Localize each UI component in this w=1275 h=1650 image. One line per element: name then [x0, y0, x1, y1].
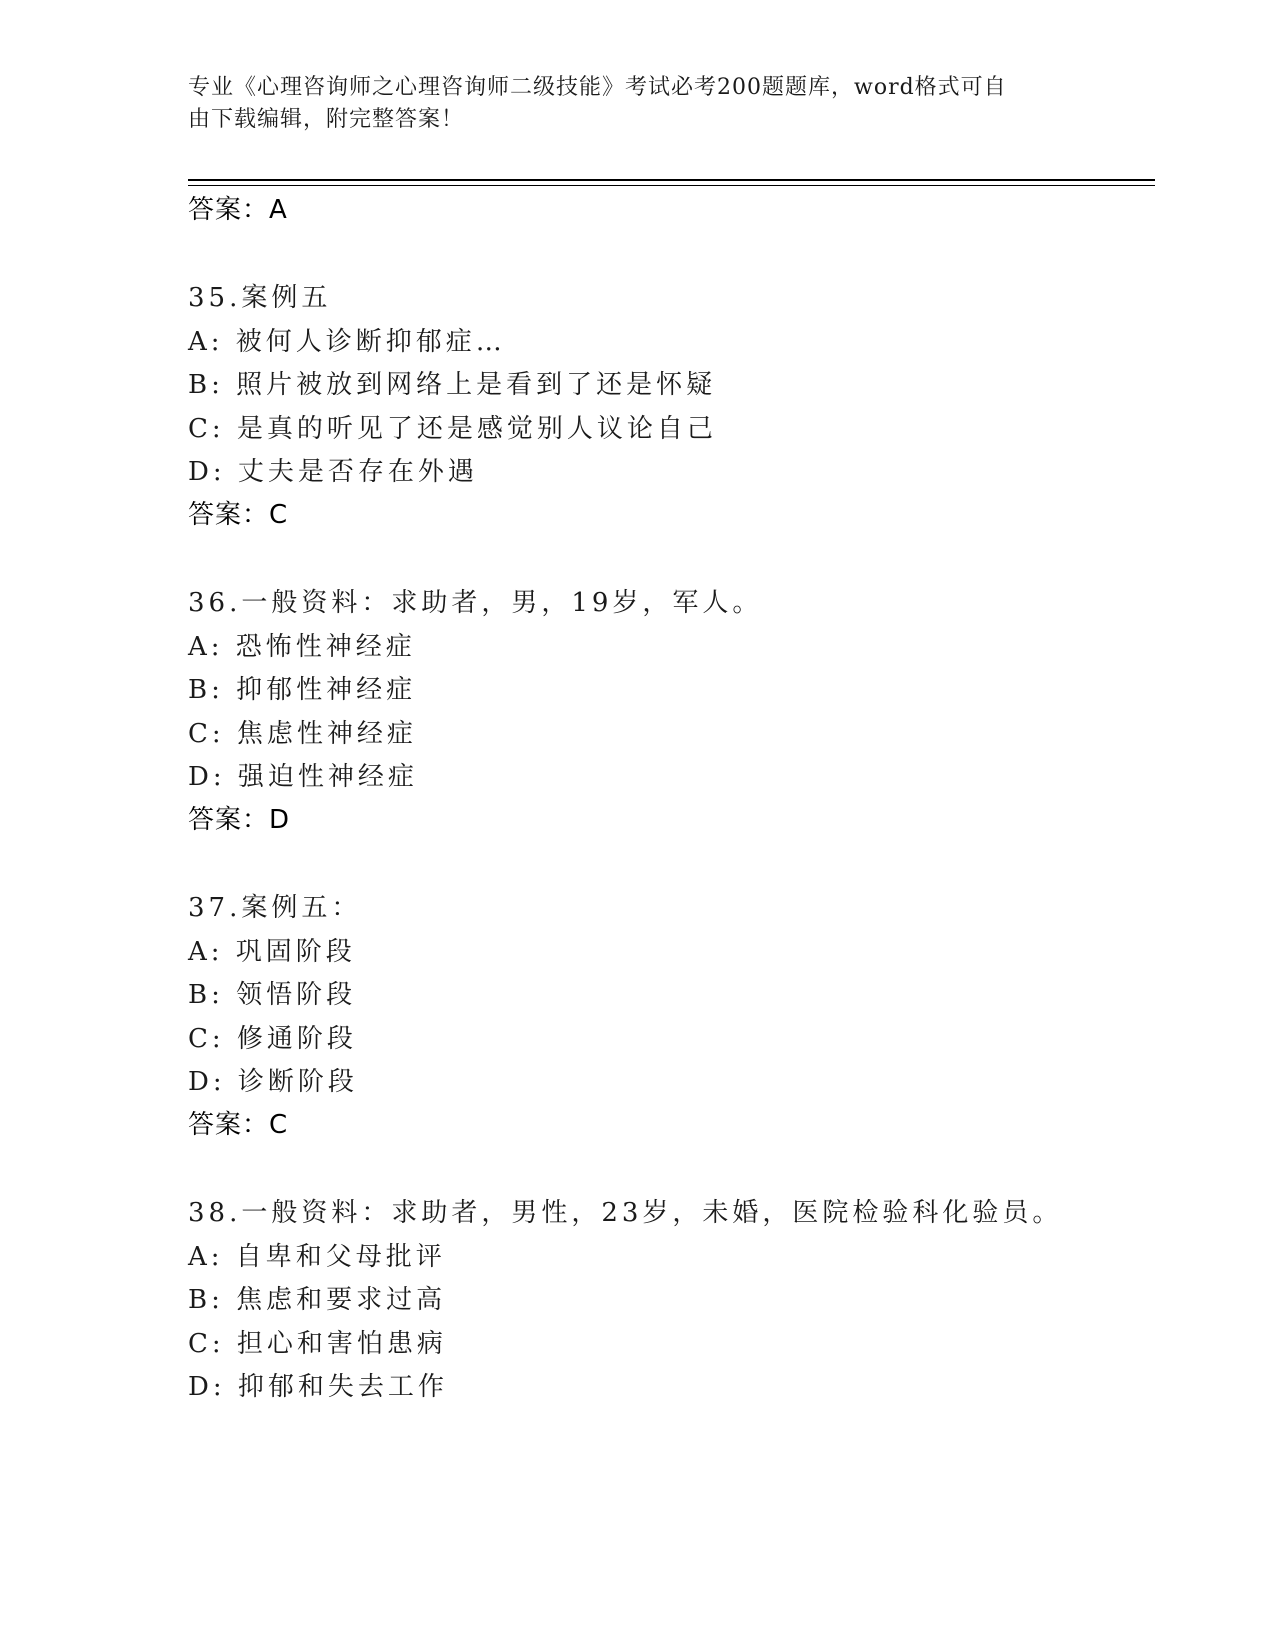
answer-label: 答案：C — [188, 1110, 289, 1140]
option-b: B: 照片被放到网络上是看到了还是怀疑 — [188, 370, 717, 400]
option-d: D: 强迫性神经症 — [188, 762, 418, 792]
option-a: A: 被何人诊断抑郁症… — [188, 327, 506, 357]
document-header — [188, 72, 1078, 136]
answer-label: 答案：D — [188, 805, 291, 835]
option-c: C: 是真的听见了还是感觉别人议论自己 — [188, 414, 717, 444]
option-d: D: 诊断阶段 — [188, 1067, 358, 1097]
answer-label: 答案：A — [188, 195, 288, 225]
question-stem: 37.案例五： — [188, 893, 362, 923]
header-rule-thin — [188, 185, 1155, 186]
header-line-1: 专业《心理咨询师之心理咨询师二级技能》考试必考200题题库，word格式可自 — [188, 75, 1007, 100]
option-a: A: 自卑和父母批评 — [188, 1242, 446, 1272]
option-a: A: 巩固阶段 — [188, 937, 356, 967]
header-line-2: 由下载编辑，附完整答案！ — [188, 107, 465, 132]
option-c: C: 担心和害怕患病 — [188, 1329, 447, 1359]
question-stem: 38.一般资料：求助者，男性，23岁，未婚，医院检验科化验员。 — [188, 1198, 1063, 1228]
option-d: D: 抑郁和失去工作 — [188, 1372, 448, 1402]
option-d: D: 丈夫是否存在外遇 — [188, 457, 478, 487]
option-c: C: 焦虑性神经症 — [188, 719, 417, 749]
answer-label: 答案：C — [188, 500, 289, 530]
header-rule-thick — [188, 179, 1155, 181]
option-b: B: 领悟阶段 — [188, 980, 357, 1010]
question-stem: 36.一般资料：求助者，男，19岁，军人。 — [188, 588, 763, 618]
option-a: A: 恐怖性神经症 — [188, 632, 416, 662]
option-b: B: 抑郁性神经症 — [188, 675, 417, 705]
question-stem: 35.案例五 — [188, 283, 332, 313]
option-c: C: 修通阶段 — [188, 1024, 357, 1054]
option-b: B: 焦虑和要求过高 — [188, 1285, 447, 1315]
